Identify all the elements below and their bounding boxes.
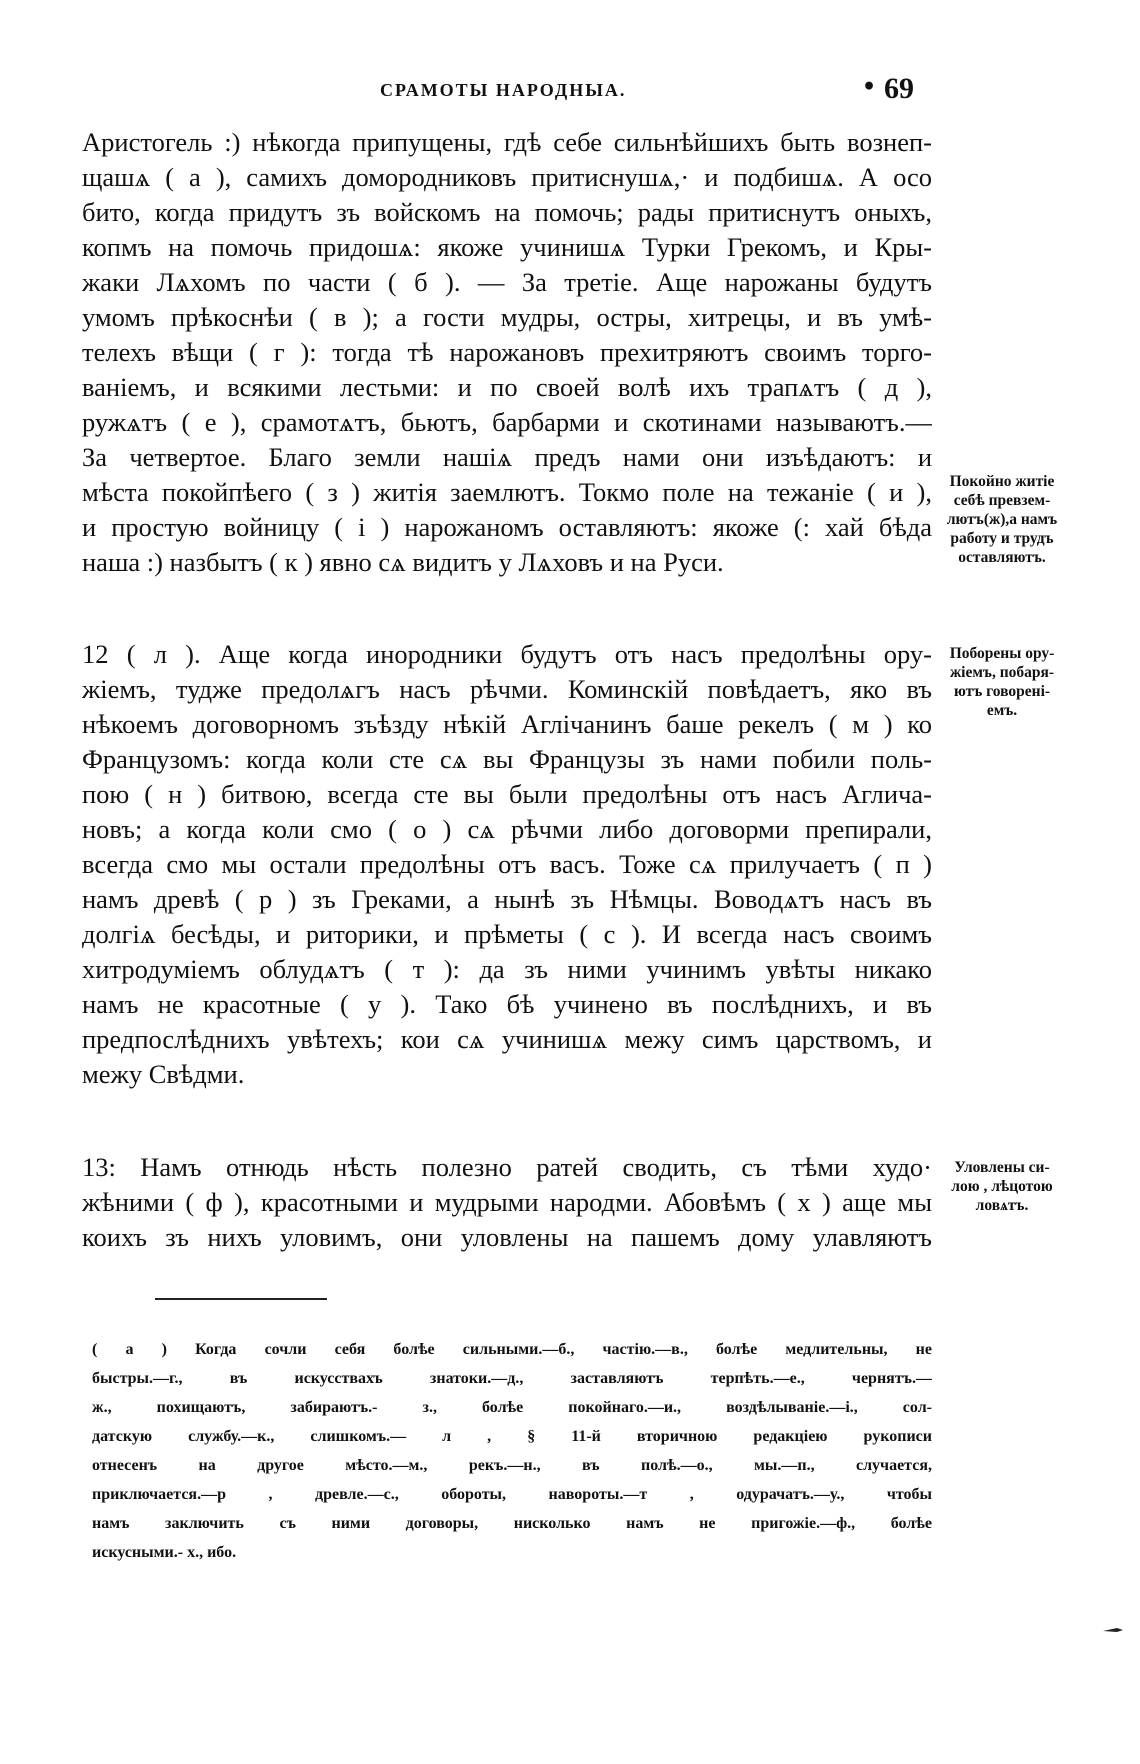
margin-note-1 [932,472,1072,567]
text-line: намъ не красотные ( у ). Тако бѣ учинено въ послѣднихъ, и въ [82,989,932,1019]
header-dot: • [862,74,877,100]
text-line: хитродуміемъ облудѧтъ ( т ): да зъ ними учинимъ увѣты никако [82,954,932,984]
text-line: мѣста покойпѣего ( з ) житія заемлютъ. Токмо поле на тежаніе ( и ), [82,477,932,507]
text-line: Аристогель :) нѣкогда припущены, гдѣ себе сильнѣйшихъ быть вознеп- [82,127,932,157]
paragraph-3 [82,1150,932,1255]
text-line: нѣкоемъ договорномъ зъѣзду нѣкій Аглічанинъ баше рекелъ ( м ) ко [82,709,932,739]
text-line: Французомъ: когда коли сте сѧ вы Французы зъ нами побили поль- [82,744,932,774]
footnote-line: искусными.- х., ибо. [92,1544,237,1561]
footnote-line: ж., похищаютъ, забираютъ.- з., болѣе покойнаго.—и., воздѣлываніе.—і., сол- [92,1399,932,1416]
margin-note-3 [932,1158,1072,1215]
text-line: 12 ( л ). Аще когда инородники будутъ отъ насъ предолѣны ору- [82,639,932,669]
text-line: межу Свѣдми. [82,1059,245,1089]
text-line: 13: Намъ отнюдь нѣсть полезно ратей сводить, съ тѣми худо· [82,1152,932,1182]
text-line: новъ; а когда коли смо ( о ) сѧ рѣчми либо договорми препирали, [82,814,932,844]
margin-note-line: оставляютъ. [958,549,1046,566]
paragraph-2 [82,637,932,1092]
text-line: щашѧ ( а ), самихъ домородниковъ притиснушѧ,· и подбишѧ. А осо [82,162,932,192]
margin-note-line: лою , лѣцотою [951,1178,1053,1195]
footnote-line: отнесенъ на другое мѣсто.—м., рекъ.—н., въ полѣ.—о., мы.—п., случается, [92,1457,932,1474]
margin-note-line: жіемъ, побаря- [949,664,1055,681]
text-line: ваніемъ, и всякими лестьми: и по своей волѣ ихъ трапѧтъ ( д ), [82,372,932,402]
margin-note-line: ютъ говорені- [953,683,1051,700]
running-title: СРАМОТЫ НАРОДНЫА. [380,80,627,100]
text-line: намъ древѣ ( р ) зъ Греками, а нынѣ зъ Нѣмцы. Воводѧтъ насъ въ [82,884,932,914]
footnote-line: ( а ) Когда сочли себя болѣе сильными.—б., частію.—в., болѣе медлительны, не [92,1341,932,1358]
text-line: За четвертое. Благо земли нашіѧ предъ нами они изъѣдаютъ: и [82,442,932,472]
text-line: бито, когда придутъ зъ войскомъ на помочь; рады притиснутъ оныхъ, [82,197,932,227]
text-line: пою ( н ) битвою, всегда сте вы были предолѣны отъ насъ Аглича- [82,779,932,809]
text-line: жаки Лѧхомъ по части ( б ). — За третіе. Аще нарожаны будутъ [82,267,932,297]
paragraph-1 [82,125,932,580]
margin-note-line: Покойно житіе [949,473,1055,490]
text-line: коихъ зъ нихъ уловимъ, они уловлены на пашемъ дому улавляютъ [82,1222,932,1252]
margin-note-line: ловѧтъ. [975,1197,1029,1214]
margin-note-2 [932,644,1072,720]
footnote-line: быстры.—г., въ искусствахъ знатоки.—д., заставляютъ терпѣть.—е., чернятъ.— [92,1370,932,1387]
text-line: ружѧтъ ( е ), срамотѧтъ, бьютъ, барбарми и скотинами называютъ.— [82,407,932,437]
ink-mark [1103,1627,1123,1633]
margin-note-line: себѣ превзем- [953,492,1051,509]
margin-note-line: емъ. [986,702,1018,719]
text-line: всегда смо мы остали предолѣны отъ васъ. Тоже сѧ прилучаетъ ( п ) [82,849,932,879]
footnote-line: приключается.—р , древле.—с., обороты, навороты.—т , одурачатъ.—у., чтобы [92,1486,932,1503]
text-line: телехъ вѣщи ( г ): тогда тѣ нарожановъ прехитряютъ своимъ торго- [82,337,932,367]
margin-note-line: Уловлены си- [954,1159,1050,1176]
footnote-separator [155,1298,327,1300]
margin-note-line: лютъ(ж),а намъ [946,511,1058,528]
page-number: 69 [884,72,914,105]
footnotes [92,1335,932,1567]
text-line: жѣними ( ф ), красотными и мудрыми народми. Абовѣмъ ( х ) аще мы [82,1187,932,1217]
text-line: предпослѣднихъ увѣтехъ; кои сѧ учинишѧ межу симъ царствомъ, и [82,1024,932,1054]
footnote-line: датскую службу.—к., слишкомъ.— л , § 11-й вторичною редакціею рукописи [92,1428,932,1445]
text-line: и простую войницу ( і ) нарожаномъ оставляютъ: якоже (: хай бѣда [82,512,932,542]
text-line: копмъ на помочь придошѧ: якоже учинишѧ Турки Грекомъ, и Кры- [82,232,932,262]
text-line: наша :) назбытъ ( к ) явно сѧ видитъ у Лѧховъ и на Руси. [82,547,724,577]
margin-note-line: Поборены ору- [949,645,1055,662]
text-line: долгіѧ бесѣды, и риторики, и прѣметы ( с ). И всегда насъ своимъ [82,919,932,949]
footnote-line: намъ заключить съ ними договоры, нисколько намъ не пригожіе.—ф., болѣе [92,1515,932,1532]
margin-note-line: работу и трудъ [950,530,1054,547]
text-line: жіемъ, тудже предолѧгъ насъ рѣчми. Коминскій повѣдаетъ, яко въ [82,674,932,704]
text-line: умомъ прѣкоснѣи ( в ); а гости мудры, остры, хитрецы, и въ умѣ- [82,302,932,332]
